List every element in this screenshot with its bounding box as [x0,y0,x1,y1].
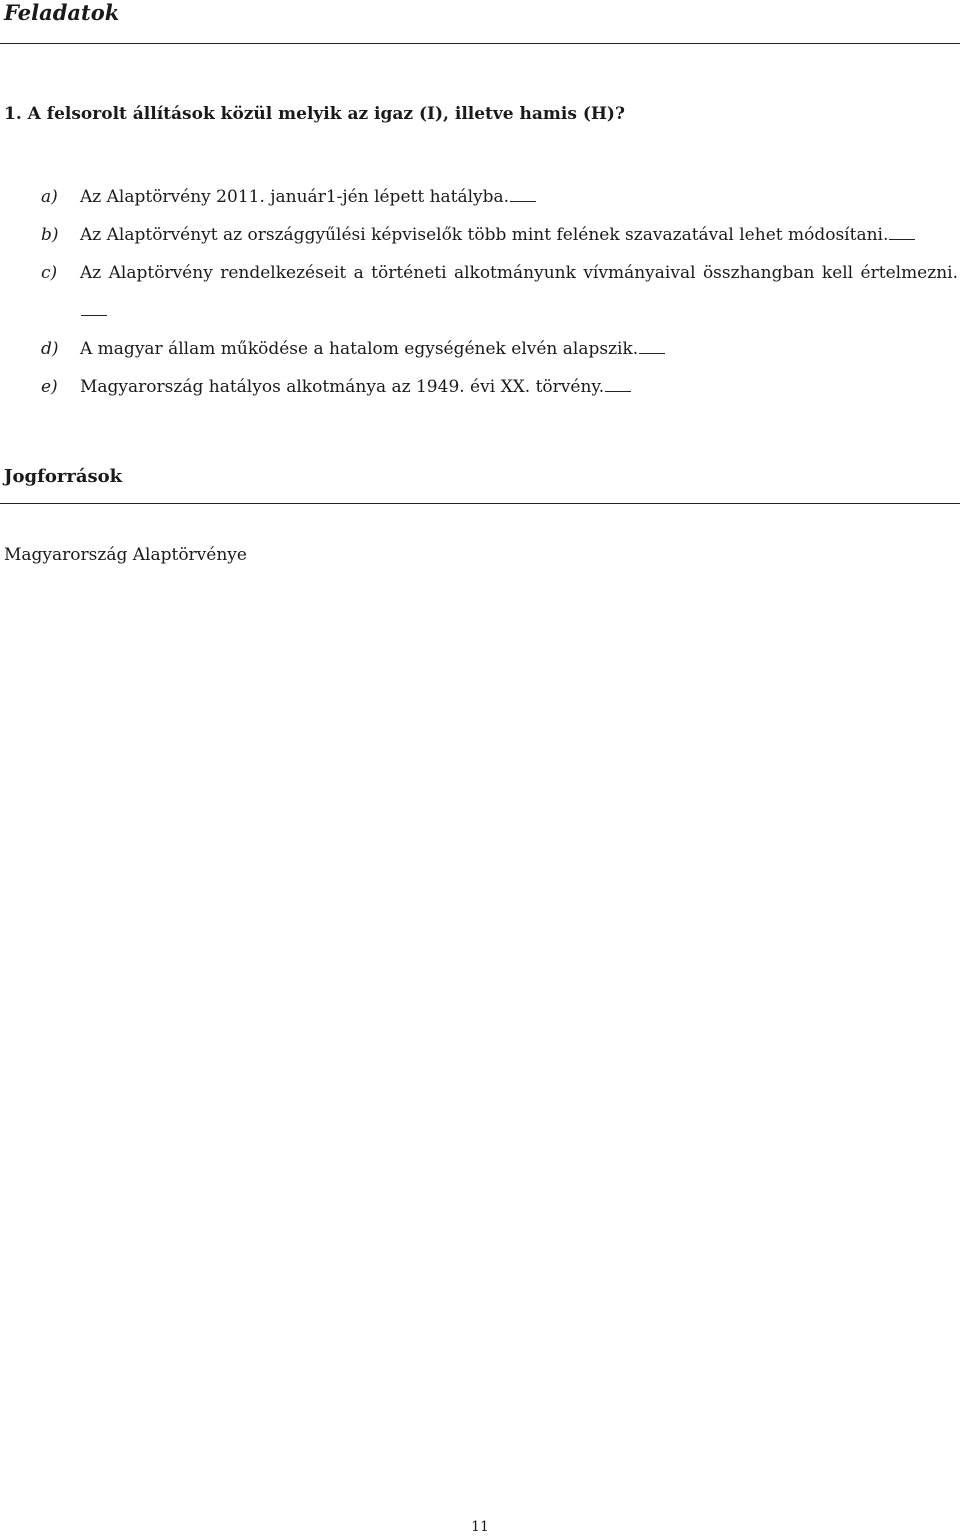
section-title: Feladatok [4,0,120,25]
answer-blank[interactable] [81,314,107,316]
statement-item-a [0,178,958,216]
item-letter: b) [41,225,59,245]
answer-blank[interactable] [605,390,631,392]
item-text: A magyar állam működése a hatalom egységének elvén alapszik. [80,339,639,359]
item-text [80,254,958,330]
item-letter: d) [41,339,59,359]
page-number: 11 [471,1519,489,1535]
statement-list [0,178,958,406]
item-letter: e) [41,377,58,397]
statement-item-d [0,330,958,368]
section-divider [0,43,960,44]
sources-heading: Jogforrások [4,466,123,487]
statement-item-e [0,368,958,406]
item-letter: c) [41,263,58,283]
statement-item-b [0,216,958,254]
sources-divider [0,503,960,504]
answer-blank[interactable] [889,238,915,240]
item-text: Magyarország hatályos alkotmánya az 1949. évi XX. törvény. [80,377,605,397]
question-text: 1. A felsorolt állítások közül melyik az igaz (I), illetve hamis (H)? [4,104,625,124]
item-text-content: Az Alaptörvény rendelkezéseit a történeti alkotmányunk vívmányaival összhangban kell értelmezni. [80,263,958,283]
answer-blank[interactable] [639,352,665,354]
source-item: Magyarország Alaptörvénye [4,545,247,565]
item-text: Az Alaptörvényt az országgyűlési képviselők több mint felének szavazatával lehet módosítani. [80,225,889,245]
statement-item-c [0,254,958,330]
item-text: Az Alaptörvény 2011. január1-jén lépett hatályba. [80,187,510,207]
answer-blank[interactable] [510,200,536,202]
item-letter: a) [41,187,58,207]
